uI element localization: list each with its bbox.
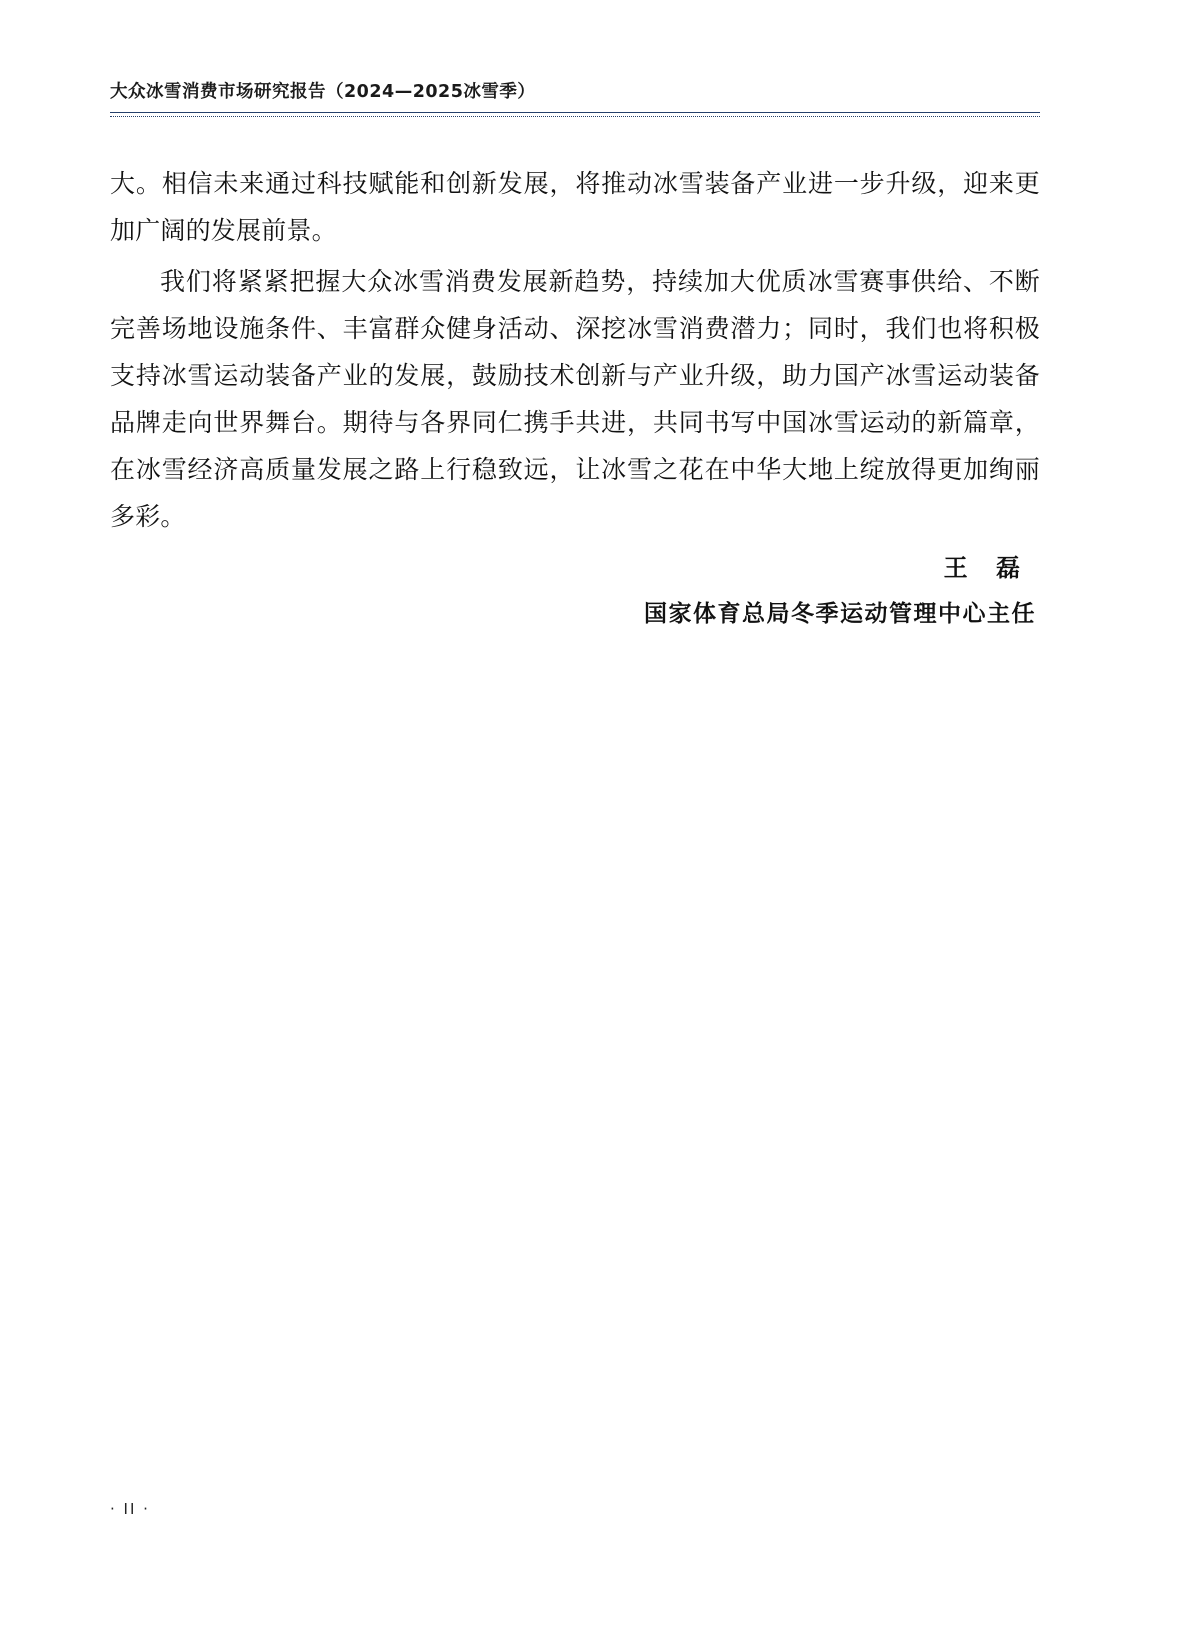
body-content — [110, 160, 1040, 544]
signature-title: 国家体育总局冬季运动管理中心主任 — [644, 600, 1036, 627]
paragraph-1: 大。相信未来通过科技赋能和创新发展，将推动冰雪装备产业进一步升级，迎来更加广阔的发展前景。 — [110, 169, 1040, 245]
paragraph-2: 我们将紧紧把握大众冰雪消费发展新趋势，持续加大优质冰雪赛事供给、不断完善场地设施条件、丰富群众健身活动、深挖冰雪消费潜力；同时，我们也将积极支持冰雪运动装备产业的发展，鼓励技术创新与产业升级，助力国产冰雪运动装备品牌走向世界舞台。期待与各界同仁携手共进，共同书写中国冰雪运动的新篇章，在冰雪经济高质量发展之路上行稳致远，让冰雪之花在中华大地上绽放得更加绚丽多彩。 — [110, 267, 1040, 531]
header-title: 大众冰雪消费市场研究报告（2024—2025冰雪季） — [110, 82, 536, 102]
signature-block — [110, 545, 1040, 637]
header-divider — [110, 112, 1040, 117]
running-header — [110, 78, 1040, 117]
signature-name: 王 磊 — [943, 553, 1030, 582]
page-number: · II · — [110, 1500, 150, 1518]
page-footer — [110, 1500, 1040, 1518]
